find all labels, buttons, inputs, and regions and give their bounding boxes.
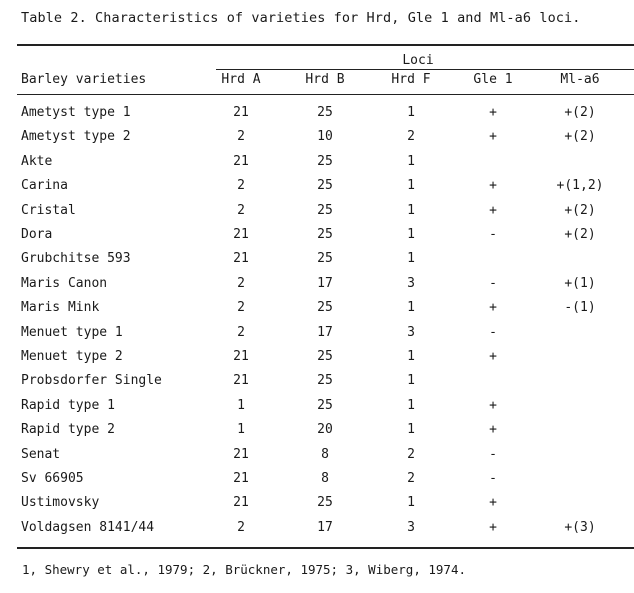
cell-hrd-f: 1 [407, 251, 415, 267]
variety-name-cell: Rapid type 2 [21, 422, 115, 438]
top-rule [17, 44, 634, 46]
variety-name-cell: Ametyst type 1 [21, 105, 131, 120]
cell-hrd-a: 2 [237, 178, 245, 194]
variety-name-cell: Akte [21, 153, 53, 169]
header-hrd-f: Hrd F [391, 72, 431, 87]
variety-name-cell: Probsdorfer Single [21, 373, 162, 389]
variety-name-cell: Voldagsen 8141/44 [21, 519, 155, 535]
cell-hrd-b: 17 [317, 519, 333, 535]
cell-hrd-f: 1 [407, 373, 415, 389]
cell-hrd-f: 3 [407, 275, 415, 291]
header-ml-a6: Ml-a6 [560, 72, 600, 87]
cell-hrd-a: 2 [237, 202, 245, 218]
variety-name-cell: Cristal [21, 202, 76, 218]
cell-hrd-a: 21 [233, 251, 249, 267]
cell-hrd-a: 2 [237, 129, 245, 145]
variety-name-cell: Grubchitse 593 [21, 251, 131, 267]
cell-mla6: +(2) [564, 105, 596, 120]
cell-hrd-f: 1 [407, 397, 415, 413]
variety-name-cell: Maris Canon [21, 275, 108, 291]
cell-hrd-a: 2 [237, 519, 245, 535]
cell-hrd-a: 1 [237, 397, 245, 413]
loci-underline [216, 69, 634, 70]
cell-hrd-f: 3 [407, 324, 415, 340]
cell-hrd-b: 25 [317, 495, 333, 511]
cell-hrd-f: 2 [407, 471, 415, 486]
cell-mla6: +(1) [564, 275, 596, 291]
cell-hrd-b: 25 [317, 202, 333, 218]
cell-hrd-b: 8 [321, 446, 329, 462]
cell-hrd-a: 2 [237, 300, 245, 316]
cell-hrd-f: 1 [407, 202, 415, 218]
cell-hrd-b: 25 [317, 251, 333, 267]
cell-hrd-f: 1 [407, 300, 415, 316]
header-variety: Barley varieties [21, 72, 147, 87]
cell-hrd-a: 21 [233, 105, 249, 120]
cell-hrd-f: 1 [407, 349, 415, 364]
cell-hrd-b: 17 [317, 275, 333, 291]
cell-hrd-b: 25 [317, 300, 333, 316]
cell-mla6: +(2) [564, 202, 596, 218]
cell-gle1: - [489, 324, 497, 340]
cell-mla6: -(1) [564, 300, 596, 316]
cell-hrd-f: 1 [407, 105, 415, 120]
cell-hrd-b: 25 [317, 178, 333, 194]
loci-group-header: Loci [402, 53, 434, 68]
variety-name-cell: Ametyst type 2 [21, 129, 131, 145]
cell-gle1: + [489, 202, 497, 218]
variety-name-cell: Senat [21, 446, 61, 462]
cell-hrd-b: 20 [317, 422, 333, 438]
cell-gle1: + [489, 349, 497, 364]
cell-gle1: - [489, 471, 497, 486]
header-gle-1: Gle 1 [473, 72, 513, 87]
cell-gle1: + [489, 129, 497, 145]
cell-hrd-a: 1 [237, 422, 245, 438]
variety-name-cell: Menuet type 2 [21, 349, 123, 364]
cell-gle1: + [489, 397, 497, 413]
cell-hrd-f: 1 [407, 227, 415, 242]
cell-gle1: - [489, 227, 497, 242]
variety-name-cell: Dora [21, 227, 53, 242]
cell-hrd-a: 21 [233, 227, 249, 242]
cell-hrd-f: 1 [407, 422, 415, 438]
cell-hrd-a: 2 [237, 275, 245, 291]
cell-hrd-a: 2 [237, 324, 245, 340]
variety-name-cell: Maris Mink [21, 300, 100, 316]
header-rule [17, 94, 634, 95]
header-hrd-a: Hrd A [221, 72, 261, 87]
cell-hrd-f: 1 [407, 495, 415, 511]
cell-hrd-b: 17 [317, 324, 333, 340]
cell-hrd-b: 25 [317, 227, 333, 242]
cell-hrd-a: 21 [233, 349, 249, 364]
variety-name-cell: Rapid type 1 [21, 397, 115, 413]
cell-hrd-f: 1 [407, 153, 415, 169]
cell-hrd-f: 2 [407, 129, 415, 145]
cell-gle1: + [489, 422, 497, 438]
cell-gle1: + [489, 519, 497, 535]
variety-name-cell: Carina [21, 178, 68, 194]
cell-mla6: +(2) [564, 227, 596, 242]
cell-gle1: + [489, 300, 497, 316]
cell-hrd-b: 25 [317, 349, 333, 364]
cell-mla6: +(1,2) [556, 178, 604, 194]
table-caption: Table 2. Characteristics of varieties for Hrd, Gle 1 and Ml-a6 loci. [21, 10, 581, 26]
variety-name-cell: Menuet type 1 [21, 324, 123, 340]
cell-hrd-b: 25 [317, 397, 333, 413]
cell-hrd-b: 10 [317, 129, 333, 145]
cell-mla6: +(3) [564, 519, 596, 535]
cell-hrd-f: 2 [407, 446, 415, 462]
cell-gle1: + [489, 495, 497, 511]
cell-hrd-a: 21 [233, 446, 249, 462]
cell-gle1: - [489, 275, 497, 291]
cell-gle1: + [489, 105, 497, 120]
cell-hrd-b: 8 [321, 471, 329, 486]
cell-hrd-b: 25 [317, 373, 333, 389]
variety-name-cell: Ustimovsky [21, 495, 100, 511]
cell-hrd-a: 21 [233, 495, 249, 511]
variety-name-cell: Sv 66905 [21, 471, 84, 486]
cell-hrd-a: 21 [233, 373, 249, 389]
cell-hrd-f: 1 [407, 178, 415, 194]
cell-hrd-a: 21 [233, 153, 249, 169]
cell-hrd-b: 25 [317, 105, 333, 120]
cell-hrd-f: 3 [407, 519, 415, 535]
cell-gle1: - [489, 446, 497, 462]
table-footnote: 1, Shewry et al., 1979; 2, Brückner, 1975; 3, Wiberg, 1974. [22, 562, 467, 577]
cell-hrd-b: 25 [317, 153, 333, 169]
bottom-rule [17, 547, 634, 549]
header-hrd-b: Hrd B [305, 72, 345, 87]
cell-gle1: + [489, 178, 497, 194]
cell-mla6: +(2) [564, 129, 596, 145]
cell-hrd-a: 21 [233, 471, 249, 486]
